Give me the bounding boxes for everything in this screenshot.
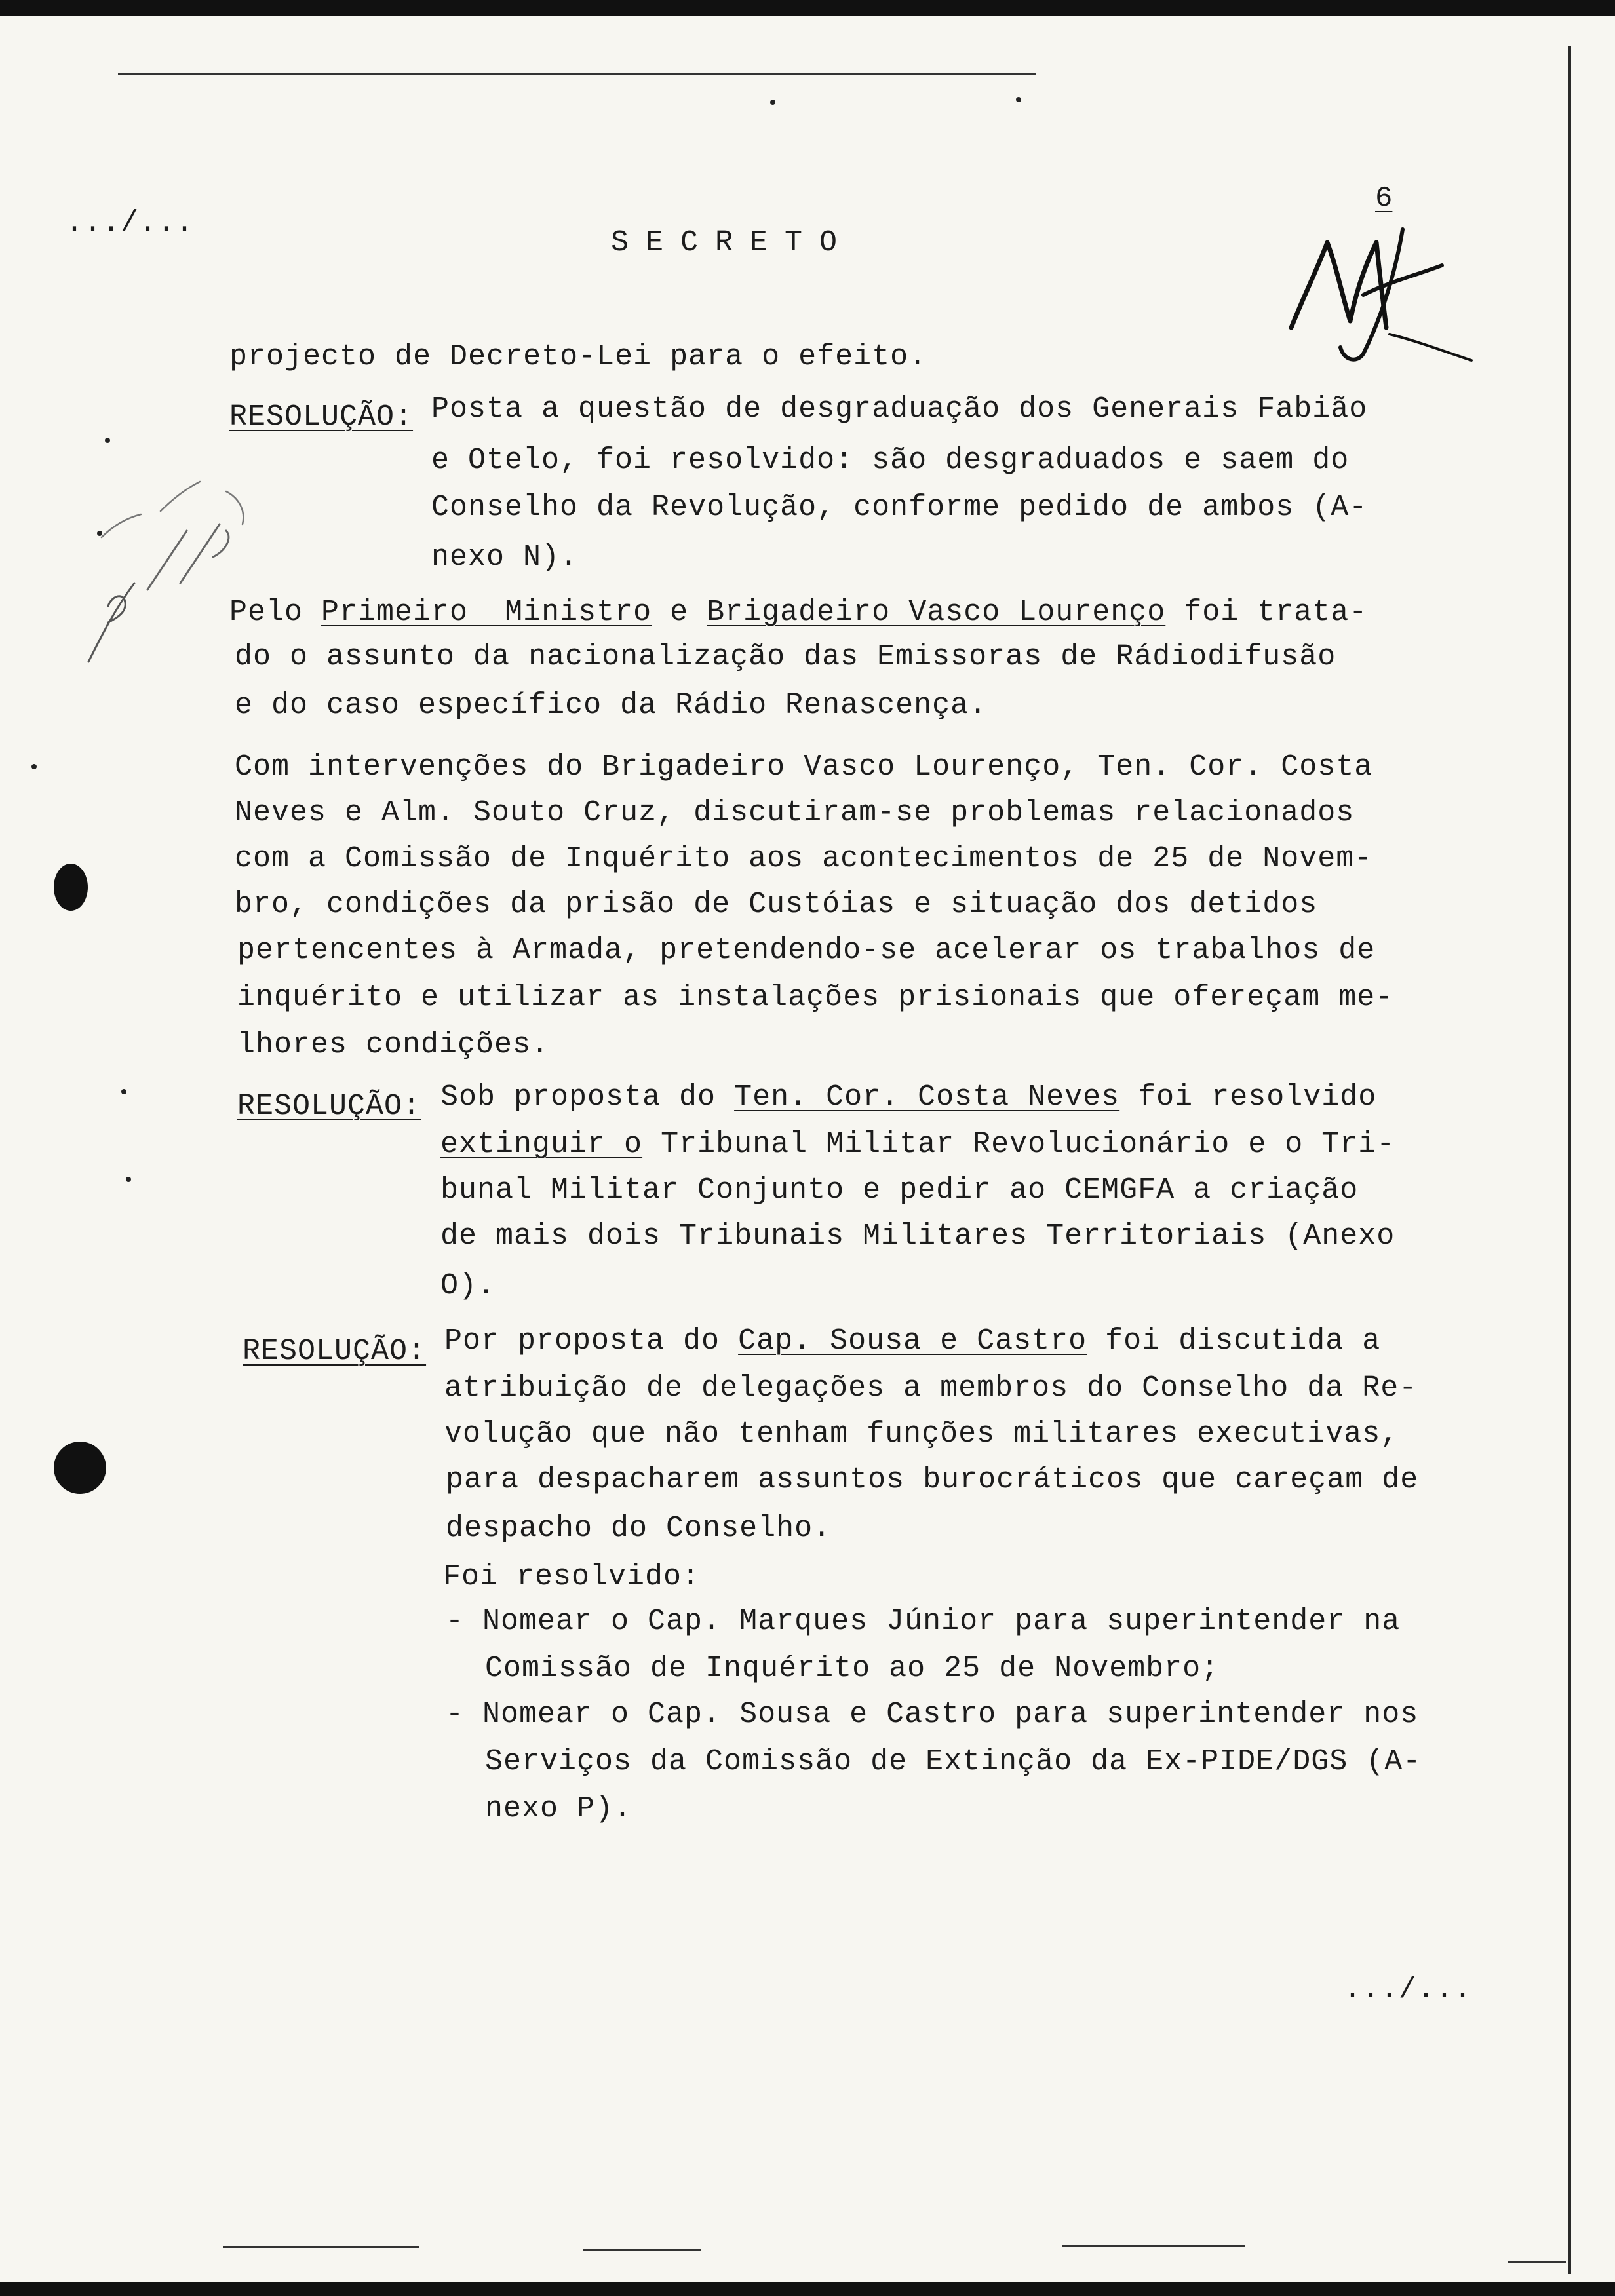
resolution-1-line-4: nexo N). [431, 541, 579, 574]
bullet-2-line-3: nexo P). [485, 1792, 632, 1826]
speck [1016, 97, 1021, 102]
paragraph-2-line-5: pertencentes à Armada, pretendendo-se acelerar os trabalhos de [237, 934, 1376, 967]
classification-heading: SECRETO [611, 226, 855, 259]
intro-line: projecto de Decreto-Lei para o efeito. [229, 340, 927, 373]
paragraph-2-line-1: Com intervenções do Brigadeiro Vasco Lourenço, Ten. Cor. Costa [235, 750, 1373, 784]
resolution-1-line-3: Conselho da Revolução, conforme pedido de ambos (A- [431, 491, 1368, 524]
punch-hole-mark [54, 864, 88, 911]
paragraph-2-line-7: lhores condições. [237, 1028, 550, 1062]
continuation-marker-top: .../... [66, 206, 195, 240]
resolution-3-line-6: Foi resolvido: [443, 1560, 701, 1594]
speck [97, 531, 102, 536]
continuation-marker-bottom: .../... [1344, 1973, 1473, 2006]
resolution-2-line-2: extinguir o Tribunal Militar Revolucionário e o Tri- [440, 1128, 1395, 1161]
resolution-2-line-1: Sob proposta do Ten. Cor. Costa Neves foi resolvido [440, 1081, 1377, 1114]
resolution-3-line-4: para despacharem assuntos burocráticos que careçam de [446, 1463, 1419, 1497]
scan-artifact-line [1062, 2245, 1245, 2247]
bullet-2-line-1: - Nomear o Cap. Sousa e Castro para superintender nos [446, 1698, 1419, 1731]
paragraph-2-line-4: bro, condições da prisão de Custóias e situação dos detidos [235, 888, 1318, 921]
resolution-3-line-1: Por proposta do Cap. Sousa e Castro foi discutida a [444, 1324, 1381, 1358]
scan-border-right [1568, 46, 1571, 2274]
scan-border-bottom [0, 2282, 1615, 2296]
resolution-3-line-2: atribuição de delegações a membros do Conselho da Re- [444, 1371, 1418, 1405]
resolution-2-line-3: bunal Militar Conjunto e pedir ao CEMGFA a criação [440, 1174, 1359, 1207]
scan-border-top [0, 0, 1615, 16]
resolution-label-2: RESOLUÇÃO: [237, 1090, 421, 1123]
scan-artifact-line [1508, 2261, 1566, 2263]
punch-hole-mark [54, 1442, 106, 1494]
paragraph-2-line-3: com a Comissão de Inquérito aos acontecimentos de 25 de Novem- [235, 842, 1373, 875]
scan-artifact-line [583, 2249, 701, 2251]
scan-artifact-line [118, 73, 1036, 75]
paragraph-2-line-6: inquérito e utilizar as instalações prisionais que ofereçam me- [237, 981, 1394, 1014]
resolution-3-line-3: volução que não tenham funções militares executivas, [444, 1417, 1399, 1451]
speck [105, 438, 110, 443]
paragraph-1-line-1: Pelo Primeiro Ministro e Brigadeiro Vasco Lourenço foi trata- [229, 596, 1368, 629]
page-number: 6 [1375, 182, 1393, 215]
speck [31, 764, 37, 769]
speck [126, 1177, 131, 1182]
bullet-1-line-1: - Nomear o Cap. Marques Júnior para superintender na [446, 1605, 1401, 1638]
speck [770, 100, 775, 105]
bullet-1-line-2: Comissão de Inquérito ao 25 de Novembro; [485, 1652, 1220, 1685]
paragraph-1-line-3: e do caso específico da Rádio Renascença. [235, 689, 988, 722]
signature-initials [1265, 203, 1481, 373]
resolution-label-1: RESOLUÇÃO: [229, 400, 414, 434]
resolution-3-line-5: despacho do Conselho. [446, 1512, 832, 1545]
resolution-label-3: RESOLUÇÃO: [243, 1335, 427, 1368]
scan-artifact-line [223, 2246, 419, 2248]
bullet-2-line-2: Serviços da Comissão de Extinção da Ex-PIDE/DGS (A- [485, 1745, 1422, 1778]
paragraph-2-line-2: Neves e Alm. Souto Cruz, discutiram-se problemas relacionados [235, 796, 1355, 830]
speck [121, 1089, 126, 1094]
resolution-1-line-1: Posta a questão de desgraduação dos Generais Fabião [431, 392, 1368, 426]
resolution-2-line-5: O). [440, 1269, 496, 1303]
resolution-2-line-4: de mais dois Tribunais Militares Territoriais (Anexo [440, 1219, 1395, 1253]
resolution-1-line-2: e Otelo, foi resolvido: são desgraduados e saem do [431, 444, 1350, 477]
paragraph-1-line-2: do o assunto da nacionalização das Emissoras de Rádiodifusão [235, 640, 1336, 674]
